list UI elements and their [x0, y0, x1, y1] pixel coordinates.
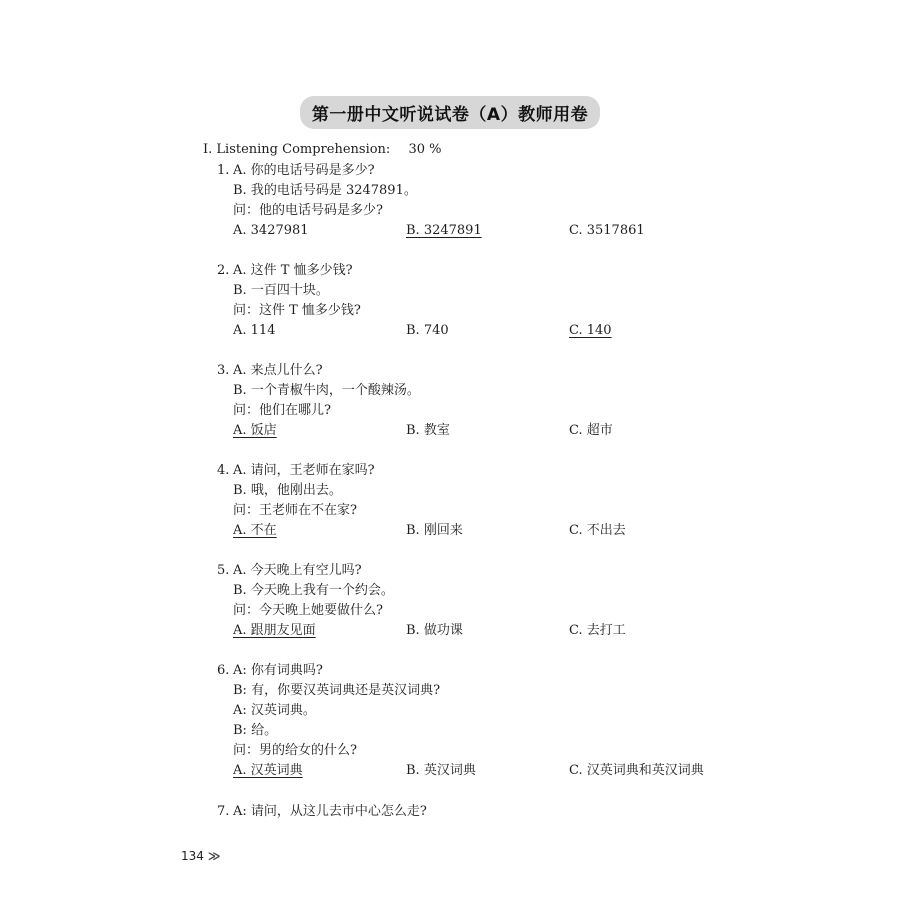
dialogue-line: A. 今天晚上有空儿吗?: [233, 563, 362, 578]
option-a-correct: A. 饭店: [233, 423, 277, 438]
section-title: I. Listening Comprehension:: [203, 142, 391, 157]
option-c: C. 不出去: [569, 523, 626, 538]
question-number: 5.: [217, 563, 230, 578]
page-title: 第一册中文听说试卷（A）教师用卷: [300, 96, 600, 129]
question-prompt: 问：这件 T 恤多少钱?: [233, 303, 361, 318]
dialogue-line: A. 请问，王老师在家吗?: [233, 463, 375, 478]
option-b: B. 740: [406, 323, 449, 338]
option-b-correct: B. 3247891: [406, 223, 482, 238]
page-footer: [181, 849, 217, 863]
dialogue-line: B. 一百四十块。: [233, 283, 329, 298]
option-c: C. 超市: [569, 423, 613, 438]
dialogue-line: A. 这件 T 恤多少钱?: [233, 263, 353, 278]
question-prompt: 问：王老师在不在家?: [233, 503, 357, 518]
dialogue-line: B: 给。: [233, 723, 278, 738]
dialogue-line: A: 汉英词典。: [233, 703, 316, 718]
question-number: 2.: [217, 263, 230, 278]
option-a: A. 3427981: [233, 223, 309, 238]
question-number: 3.: [217, 363, 230, 378]
option-a-correct: A. 汉英词典: [233, 763, 303, 778]
page-number: 134: [181, 849, 204, 863]
question-2: [217, 261, 612, 341]
dialogue-line: B. 哦，他刚出去。: [233, 483, 342, 498]
option-c-correct: C. 140: [569, 323, 612, 338]
option-c: C. 去打工: [569, 623, 626, 638]
question-number: 1.: [217, 163, 230, 178]
dialogue-line: A: 你有词典吗?: [233, 663, 323, 678]
option-a-correct: A. 不在: [233, 523, 277, 538]
option-c: C. 汉英词典和英汉词典: [569, 763, 704, 778]
question-number: 6.: [217, 663, 230, 678]
option-a: A. 114: [233, 323, 276, 338]
question-6: [217, 661, 704, 781]
question-5: [217, 561, 626, 641]
question-prompt: 问：男的给女的什么?: [233, 743, 357, 758]
section-heading: [203, 142, 442, 157]
option-b: B. 教室: [406, 423, 450, 438]
dialogue-line: B. 我的电话号码是 3247891。: [233, 183, 417, 198]
section-percent: 30 %: [408, 142, 442, 157]
question-prompt: 问：他们在哪儿?: [233, 403, 331, 418]
question-3: [217, 361, 613, 441]
dialogue-line: B. 一个青椒牛肉，一个酸辣汤。: [233, 383, 420, 398]
dialogue-line: A: 请问，从这儿去市中心怎么走?: [233, 804, 427, 819]
question-prompt: 问：他的电话号码是多少?: [233, 203, 383, 218]
dialogue-line: A. 你的电话号码是多少?: [233, 163, 375, 178]
double-chevron-right-icon: ≫: [207, 849, 218, 863]
dialogue-line: B: 有，你要汉英词典还是英汉词典?: [233, 683, 441, 698]
question-number: 7.: [217, 804, 230, 819]
question-prompt: 问：今天晚上她要做什么?: [233, 603, 383, 618]
question-number: 4.: [217, 463, 230, 478]
option-b: B. 英汉词典: [406, 763, 476, 778]
question-4: [217, 461, 626, 541]
option-b: B. 做功课: [406, 623, 463, 638]
dialogue-line: A. 来点儿什么?: [233, 363, 323, 378]
title-banner: [0, 96, 900, 129]
option-b: B. 刚回来: [406, 523, 463, 538]
option-c: C. 3517861: [569, 223, 645, 238]
question-7: [217, 802, 427, 822]
dialogue-line: B. 今天晚上我有一个约会。: [233, 583, 394, 598]
option-a-correct: A. 跟朋友见面: [233, 623, 316, 638]
question-1: [217, 161, 645, 241]
